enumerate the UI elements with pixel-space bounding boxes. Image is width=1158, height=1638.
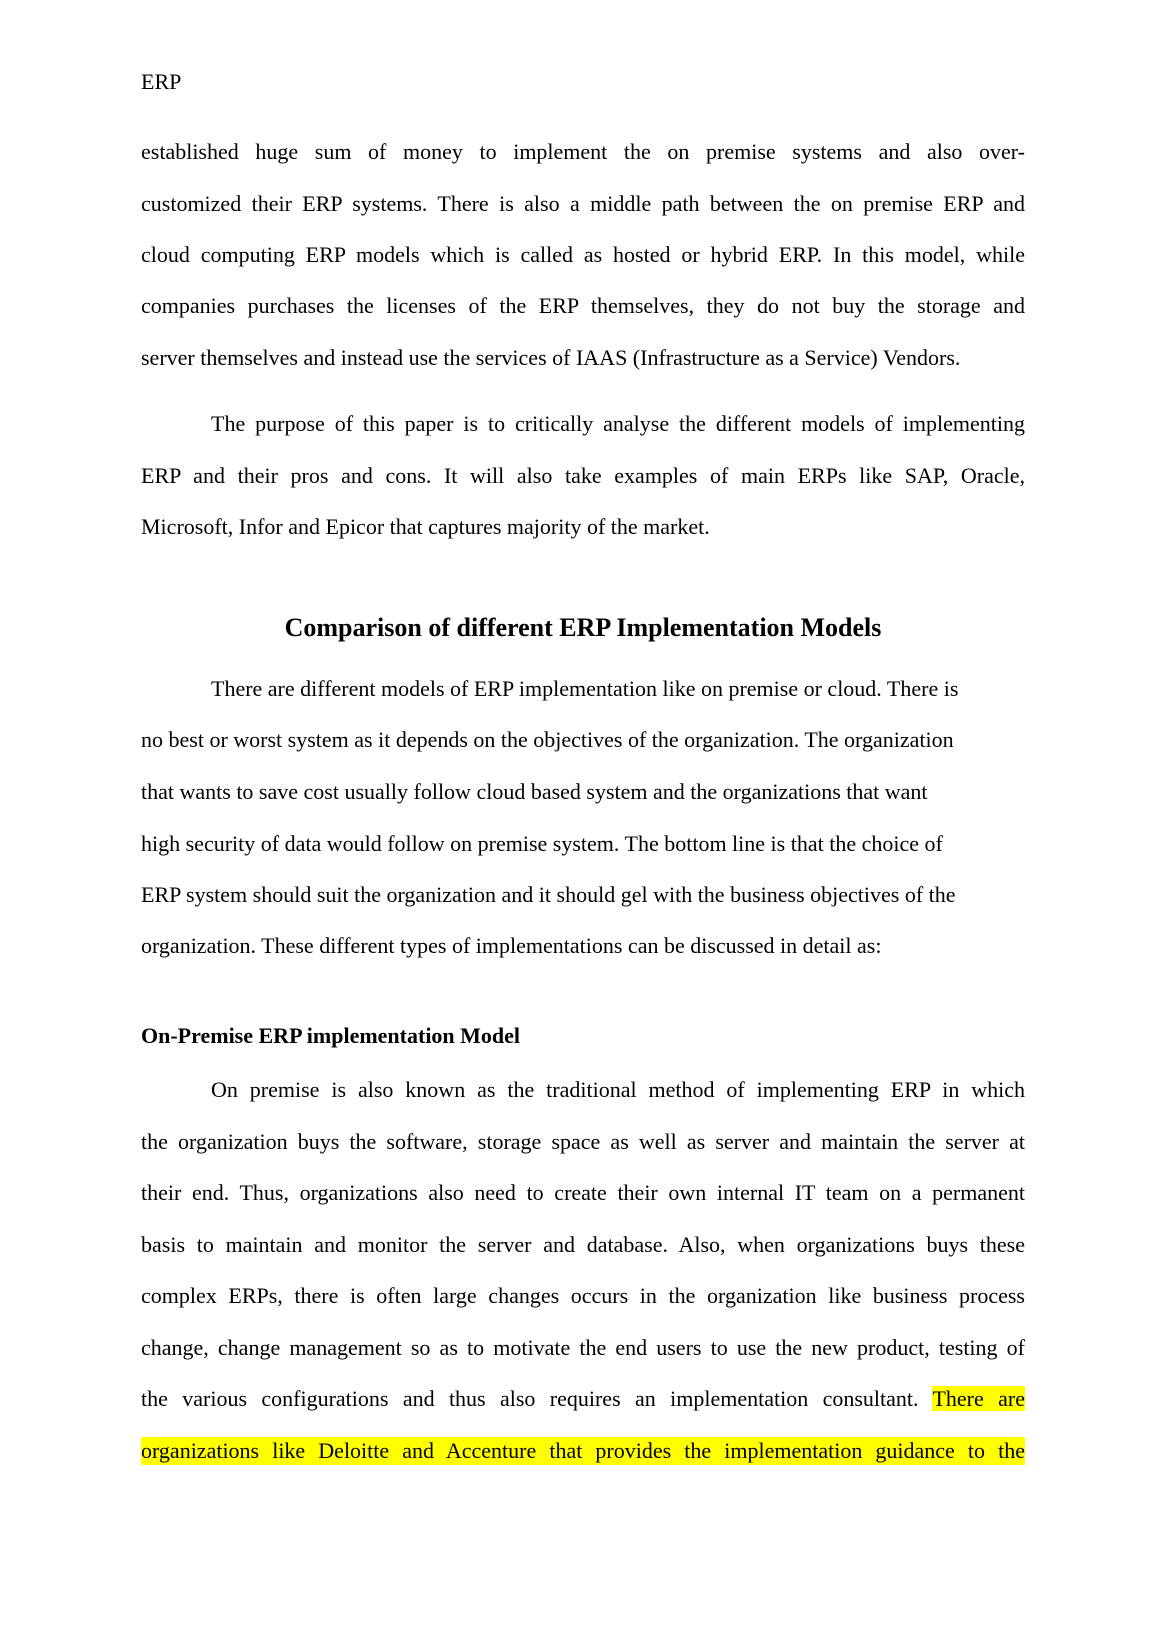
paragraph-line: Microsoft, Infor and Epicor that captures majority of the market. bbox=[141, 514, 710, 539]
running-head: ERP bbox=[141, 69, 182, 94]
paragraph-line: cloud computing ERP models which is called as hosted or hybrid ERP. In this model, while bbox=[141, 242, 1025, 267]
paragraph-line: organization. These different types of implementations can be discussed in detail as: bbox=[141, 933, 882, 958]
paragraph-line: customized their ERP systems. There is also a middle path between the on premise ERP and bbox=[141, 191, 1025, 216]
paragraph-line: ERP and their pros and cons. It will also take examples of main ERPs like SAP, Oracle, bbox=[141, 463, 1025, 488]
paragraph-line: established huge sum of money to implement the on premise systems and also over- bbox=[141, 139, 1025, 164]
paragraph-line-mixed bbox=[141, 1385, 1025, 1413]
paragraph-line: that wants to save cost usually follow cloud based system and the organizations that want bbox=[141, 779, 928, 804]
paragraph-line: There are different models of ERP implementation like on premise or cloud. There is bbox=[211, 676, 959, 701]
highlighted-line: organizations like Deloitte and Accenture that provides the implementation guidance to the bbox=[141, 1438, 1025, 1463]
paragraph-line: companies purchases the licenses of the ERP themselves, they do not buy the storage and bbox=[141, 293, 1025, 318]
paragraph-line: On premise is also known as the traditional method of implementing ERP in which bbox=[211, 1077, 1025, 1102]
paragraph-line: change, change management so as to motivate the end users to use the new product, testing of bbox=[141, 1335, 1025, 1360]
paragraph-line: high security of data would follow on premise system. The bottom line is that the choice of bbox=[141, 831, 943, 856]
paragraph-line: the organization buys the software, storage space as well as server and maintain the server at bbox=[141, 1129, 1025, 1154]
paragraph-line: ERP system should suit the organization and it should gel with the business objectives of the bbox=[141, 882, 956, 907]
paragraph-line: basis to maintain and monitor the server and database. Also, when organizations buys these bbox=[141, 1232, 1025, 1257]
paragraph-line: The purpose of this paper is to critically analyse the different models of implementing bbox=[211, 411, 1025, 436]
section-heading: Comparison of different ERP Implementation Models bbox=[284, 613, 882, 642]
highlighted-text: There are bbox=[932, 1386, 1025, 1411]
subsection-heading: On-Premise ERP implementation Model bbox=[141, 1023, 521, 1048]
paragraph-line: complex ERPs, there is often large changes occurs in the organization like business process bbox=[141, 1283, 1025, 1308]
paragraph-line: no best or worst system as it depends on the objectives of the organization. The organization bbox=[141, 727, 954, 752]
paragraph-line: server themselves and instead use the services of IAAS (Infrastructure as a Service) Vendors. bbox=[141, 345, 961, 370]
plain-text: the various configurations and thus also requires an implementation consultant. bbox=[141, 1386, 919, 1411]
paragraph-line: their end. Thus, organizations also need to create their own internal IT team on a permanent bbox=[141, 1180, 1025, 1205]
